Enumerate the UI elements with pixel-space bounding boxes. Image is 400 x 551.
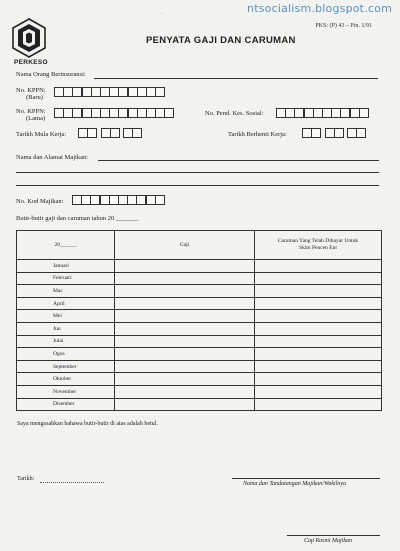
- watermark-text: ntsocialism.blogspot.com: [247, 2, 392, 15]
- contribution-cell[interactable]: [255, 297, 382, 310]
- employer-name-address-label: Nama dan Alamat Majikan:: [16, 154, 89, 161]
- kppn-old-boxes[interactable]: [54, 108, 174, 118]
- col-year-header: 20______: [17, 231, 115, 260]
- employer-address-line-1[interactable]: [98, 160, 379, 161]
- employer-address-line-3[interactable]: [16, 185, 379, 186]
- col-salary-header: Gaji: [115, 231, 255, 260]
- salary-cell[interactable]: [115, 310, 255, 323]
- salary-cell[interactable]: [115, 322, 255, 335]
- logo-label: PERKESO: [14, 59, 48, 66]
- table-row: [17, 398, 382, 411]
- month-label: Februari: [17, 272, 115, 285]
- salary-cell[interactable]: [115, 348, 255, 361]
- employer-code-label: No. Kod Majikan:: [16, 198, 64, 205]
- month-label: Disember: [17, 398, 115, 411]
- table-row: [17, 348, 382, 361]
- date-field[interactable]: [40, 482, 104, 483]
- end-date-label: Tarikh Berhenti Kerja:: [228, 131, 287, 138]
- employer-address-line-2[interactable]: [16, 172, 379, 173]
- contribution-cell[interactable]: [255, 322, 382, 335]
- kppn-new-boxes[interactable]: [54, 87, 164, 97]
- table-row: [17, 335, 382, 348]
- social-security-label: No. Pend. Kes. Sosial:: [205, 110, 264, 117]
- table-row: [17, 360, 382, 373]
- table-row: [17, 260, 382, 273]
- table-row: [17, 297, 382, 310]
- month-label: Oktober: [17, 373, 115, 386]
- contribution-cell[interactable]: [255, 348, 382, 361]
- salary-cell[interactable]: [115, 385, 255, 398]
- contribution-cell[interactable]: [255, 260, 382, 273]
- salary-cell[interactable]: [115, 398, 255, 411]
- start-date-boxes[interactable]: [78, 128, 142, 138]
- contribution-cell[interactable]: [255, 373, 382, 386]
- contribution-cell[interactable]: [255, 285, 382, 298]
- page-title: PENYATA GAJI DAN CARUMAN: [146, 35, 296, 46]
- declaration-text: Saya mengesahkan bahawa butir-butir di atas adalah betul.: [17, 421, 158, 427]
- kppn-old-label: No. KPPN: (Lama): [16, 108, 46, 122]
- employer-code-boxes[interactable]: [72, 195, 164, 205]
- date-label: Tarikh:: [17, 476, 35, 482]
- stamp-line[interactable]: [287, 535, 380, 536]
- contribution-cell[interactable]: [255, 335, 382, 348]
- insured-name-field[interactable]: [94, 78, 378, 79]
- salary-cell[interactable]: [115, 260, 255, 273]
- month-label: Januari: [17, 260, 115, 273]
- start-date-label: Tarikh Mula Kerja:: [16, 131, 67, 138]
- salary-cell[interactable]: [115, 360, 255, 373]
- month-label: September: [17, 360, 115, 373]
- contribution-cell[interactable]: [255, 310, 382, 323]
- perkeso-logo-icon: [12, 18, 46, 58]
- social-security-boxes[interactable]: [276, 108, 368, 118]
- month-label: April: [17, 297, 115, 310]
- month-label: Mac: [17, 285, 115, 298]
- month-label: Julai: [17, 335, 115, 348]
- table-row: [17, 272, 382, 285]
- table-row: [17, 310, 382, 323]
- salary-cell[interactable]: [115, 297, 255, 310]
- form-code: PKS: (P) 43 – Pin. 1/91: [315, 23, 372, 29]
- month-label: Ogos: [17, 348, 115, 361]
- salary-table: [16, 230, 382, 411]
- insured-name-label: Nama Orang Berinsuransi:: [16, 71, 86, 78]
- salary-cell[interactable]: [115, 373, 255, 386]
- end-date-boxes[interactable]: [302, 128, 366, 138]
- salary-year-label: Butir-butir gaji dan caruman tahun 20 _______: [16, 215, 139, 222]
- month-label: November: [17, 385, 115, 398]
- table-row: [17, 373, 382, 386]
- contribution-cell[interactable]: [255, 398, 382, 411]
- month-label: Mei: [17, 310, 115, 323]
- kppn-new-label: No. KPPN: (Baru): [16, 87, 46, 101]
- signature-line[interactable]: [232, 478, 380, 479]
- month-label: Jun: [17, 322, 115, 335]
- col-contribution-header: Caruman Yang Telah Dibayar Untuk Skim Pencen Ent: [255, 231, 382, 260]
- salary-cell[interactable]: [115, 285, 255, 298]
- faint-header-text: ...: [160, 10, 165, 16]
- table-row: [17, 385, 382, 398]
- table-row: [17, 322, 382, 335]
- stamp-caption: Cap Rasmi Majikan: [304, 538, 352, 544]
- table-row: [17, 285, 382, 298]
- contribution-cell[interactable]: [255, 385, 382, 398]
- salary-cell[interactable]: [115, 335, 255, 348]
- salary-cell[interactable]: [115, 272, 255, 285]
- signature-caption: Nama dan Tandatangan Majikan/Wakilnya: [243, 481, 347, 487]
- contribution-cell[interactable]: [255, 272, 382, 285]
- contribution-cell[interactable]: [255, 360, 382, 373]
